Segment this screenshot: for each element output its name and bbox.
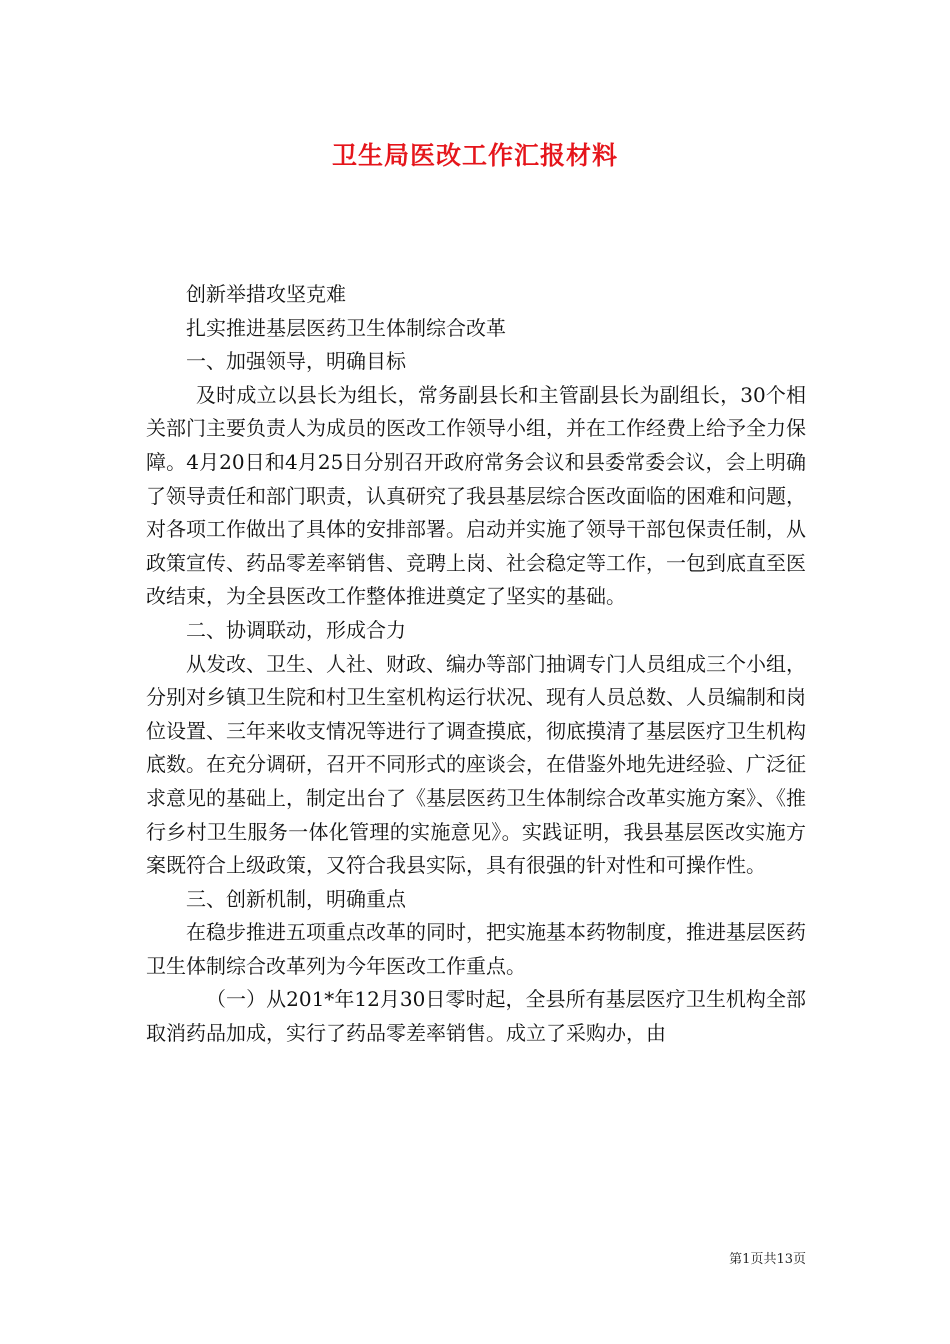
document-body	[146, 278, 806, 1051]
subtitle-line-2: 扎实推进基层医药卫生体制综合改革	[186, 315, 506, 340]
page-number: 第1页共13页	[729, 1252, 806, 1267]
section-heading-2: 二、协调联动，形成合力	[186, 617, 406, 642]
paragraph-2: 从发改、卫生、人社、财政、编办等部门抽调专门人员组成三个小组，分别对乡镇卫生院和村卫生室机构运行状况、现有人员总数、人员编制和岗位设置、三年来收支情况等进行了调查摸底，彻底摸清了基层医疗卫生机构底数。在充分调研，召开不同形式的座谈会，在借鉴外地先进经验、广泛征求意见的基础上，制定出台了《基层医药卫生体制综合改革实施方案》、《推行乡村卫生服务一体化管理的实施意见》。实践证明，我县基层医改实施方案既符合上级政策，又符合我县实际，具有很强的针对性和可操作性。	[146, 651, 806, 878]
paragraph-3: 在稳步推进五项重点改革的同时，把实施基本药物制度，推进基层医药卫生体制综合改革列为今年医改工作重点。	[146, 920, 806, 978]
paragraph-4: （一）从201*年12月30日零时起，全县所有基层医疗卫生机构全部取消药品加成，实行了药品零差率销售。成立了采购办，由	[146, 987, 806, 1046]
paragraph-1: 及时成立以县长为组长，常务副县长和主管副县长为副组长，30个相关部门主要负责人为成员的医改工作领导小组，并在工作经费上给予全力保障。4月20日和4月25日分别召开政府常务会议和县委常委会议，会上明确了领导责任和部门职责，认真研究了我县基层综合医改面临的困难和问题，对各项工作做出了具体的安排部署。启动并实施了领导干部包保责任制，从政策宣传、药品零差率销售、竞聘上岗、社会稳定等工作，一包到底直至医改结束，为全县医改工作整体推进奠定了坚实的基础。	[146, 382, 806, 609]
section-heading-1: 一、加强领导，明确目标	[186, 349, 406, 374]
subtitle-line-1: 创新举措攻坚克难	[186, 282, 346, 306]
section-heading-3: 三、创新机制，明确重点	[186, 886, 406, 911]
document-title: 卫生局医改工作汇报材料	[331, 141, 618, 170]
